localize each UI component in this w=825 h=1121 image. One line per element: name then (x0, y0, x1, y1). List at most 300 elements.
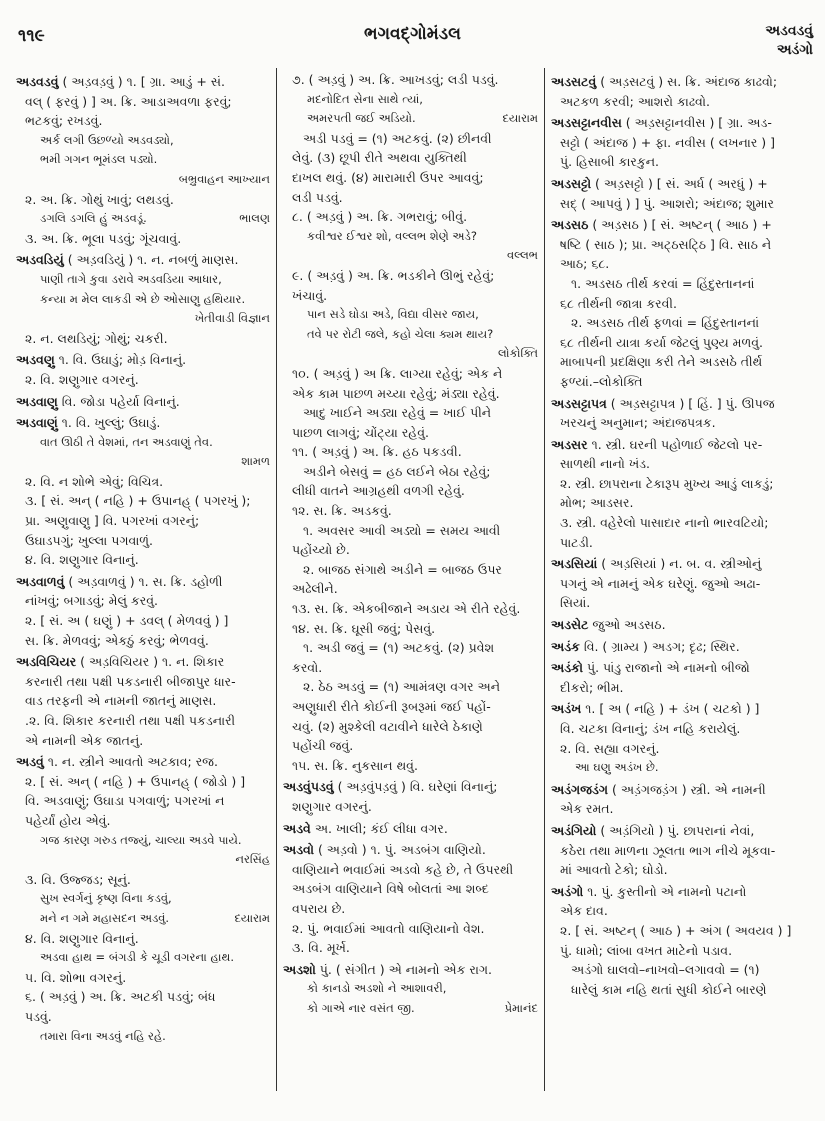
entry-continuation (283, 286, 538, 306)
entry-continuation (16, 731, 270, 751)
line-text: પાન સડે ઘોડા અડે, વિદ્યા વીસર જાય, (307, 307, 479, 322)
entry-continuation (551, 133, 815, 153)
guide-words (765, 22, 813, 60)
entry-headline (16, 572, 270, 592)
entry-continuation (551, 860, 815, 880)
idiom-line (551, 980, 815, 1000)
headword: અડવડવું (16, 74, 59, 89)
quotation-line (16, 889, 270, 909)
entry-headline (283, 960, 538, 980)
quotation-source: દયારામ (234, 910, 270, 925)
entry-continuation (551, 294, 815, 314)
headword: અડંખ (551, 701, 582, 717)
entry-continuation (283, 207, 538, 227)
headword: અડવુંપડવું (283, 779, 334, 795)
entry-headline (16, 392, 270, 412)
line-text: ૨. અડસઠ તીર્થ ફળવાં = હિંદુસ્તાનનાં (571, 315, 760, 331)
entry-headline (16, 413, 270, 433)
quotation-line (283, 305, 538, 325)
entry-continuation (283, 70, 538, 90)
entry-continuation (551, 352, 815, 372)
line-text: કરવો. (292, 659, 323, 675)
line-text: બભ્રુવાહન આખ્યાન (178, 171, 270, 186)
entry-continuation (283, 364, 538, 384)
entry-continuation (551, 152, 815, 172)
quotation-source (16, 850, 270, 870)
entry-continuation (551, 678, 815, 698)
entry-headline (551, 394, 815, 414)
entry-headline (551, 554, 815, 574)
line-text: ડગલિ ડગલિ હું અડવડૂં. (40, 211, 147, 226)
line-text: ૩. વિ. મૂર્ખ. (292, 940, 350, 956)
line-text: પહોંચ્યો છે. (292, 542, 350, 558)
headword: અડવાણુ (16, 393, 58, 409)
headword: અડવડિયું (16, 252, 64, 268)
headword: અડસિયાં (551, 556, 598, 572)
line-text: ૨. [ સં. અ ( ઘણું ) + ડવલ્ ( મેળવવું ) ] (25, 613, 229, 629)
line-text: એ નામની એક જાતનું. (25, 732, 144, 748)
entry-continuation (551, 533, 815, 553)
entry-continuation (283, 384, 538, 404)
headword: અડંકો (551, 660, 584, 676)
column-3 (551, 70, 815, 999)
line-text: ૫. વિ. શોભા વગરનું. (25, 969, 127, 985)
line-text: લોકોક્તિ (497, 346, 538, 361)
quotation-source (16, 170, 270, 190)
entry-continuation (283, 797, 538, 817)
entry-continuation (16, 531, 270, 551)
line-text: ચવું. (૨) મુશ્કેલી વટાવીને ધારેલે ઠેકાણે (292, 718, 483, 734)
entry-continuation (551, 901, 815, 921)
entry-continuation (551, 574, 815, 594)
entry-continuation (551, 454, 815, 474)
sense-line (16, 370, 270, 390)
entry-headline (16, 72, 270, 92)
line-text: ૧૧. ( અડ઼વું ) અ. ક્રિ. હઠ પકડવી. (292, 444, 462, 460)
line-text: લડી પડવું. (292, 189, 343, 205)
line-text: કરનારી તથા પક્ષી પકડનારી બીજાપુર ધાર- (25, 673, 236, 689)
entry-continuation (16, 791, 270, 811)
line-text: ( અડ઼વડ઼વું ) ૧. [ ગ્રા. આડું + સં. (58, 74, 225, 89)
entry-continuation (551, 413, 815, 433)
line-text: ૭. ( અડ઼વું ) અ. ક્રિ. આખડવું; લડી પડવું. (292, 72, 499, 87)
line-text: ૨. અ. ક્રિ. ગોથું ખાવું; લથડવું. (25, 191, 174, 207)
headword: અડસઠ (551, 217, 589, 233)
line-text: ખેતીવાડી વિજ્ઞાન (194, 311, 270, 326)
line-text: ૩. વિ. ઉજ્જડ; સૂનું. (25, 871, 131, 887)
entry-continuation (283, 599, 538, 619)
quotation-line (283, 227, 538, 247)
line-text: કન્યા મ મેલ લાકડી એ છે ઓસાણુ હથિયાર. (40, 291, 246, 306)
line-text: સાળથી નાનો ખંડ. (560, 456, 650, 472)
entry-continuation (551, 941, 815, 961)
line-text: કઠેરા તથા માળના ઝૂલતા ભાગ નીચે મૂકવા- (560, 842, 776, 858)
headword: અડવો (283, 842, 314, 858)
line-text: ૨. વિ. શણુગાર વગરનું. (25, 371, 139, 387)
line-text: ૧૩. સ. ક્રિ. એકબીજાને અડાય એ રીતે રહેવું. (292, 601, 521, 617)
entry-headline (16, 652, 270, 672)
quotation-source (16, 309, 270, 329)
entry-continuation (16, 691, 270, 711)
entry-headline (551, 780, 815, 800)
entry-headline (16, 350, 270, 370)
headword: અડસેટ (551, 617, 589, 633)
sense-line (16, 472, 270, 492)
line-text: ( અડ઼વડિયું ) ૧. ન. નબળું માણસ. (63, 252, 239, 268)
sense-line (551, 921, 815, 941)
headword: અડંક (551, 638, 580, 654)
line-text: પું. હિસાબી કારકુન. (560, 154, 660, 170)
line-text: ૧. પું. કુસ્તીનો એ નામનો પટાનો (583, 883, 747, 899)
guide-word-last: અડંગો (776, 42, 813, 58)
headword: અડસર (551, 436, 588, 452)
quotation-source: ભાલણ (239, 211, 270, 226)
line-text: અ. ખાલી; કંઈ લીધા વગર. (310, 820, 448, 836)
entry-continuation (283, 501, 538, 521)
line-text: પાછળ લાગવું; ચોંટ્યા રહેવું. (292, 424, 429, 440)
line-text: ૪. વિ. શણુગાર વિનાનું. (25, 930, 139, 946)
sense-line (551, 739, 815, 759)
line-text: દીકરો; ભીમ. (560, 679, 624, 695)
idiom-line (551, 313, 815, 333)
line-text: ૨. [ સં. અન્ ( નહિ ) + ઉપાનહ્ ( જોડો ) ] (25, 773, 246, 789)
entry-headline (283, 819, 538, 839)
idiom-line (551, 274, 815, 294)
line-text: સિયાં. (560, 595, 591, 611)
idiom-line (283, 403, 538, 423)
entry-headline (551, 821, 815, 841)
line-text: .૨. વિ. શિકાર કરનારી તથા પક્ષી પકડનારી (25, 713, 236, 728)
entry-continuation (551, 719, 815, 739)
entry-continuation (283, 266, 538, 286)
entry-continuation (283, 899, 538, 919)
entry-continuation (551, 593, 815, 613)
line-text: આ ઘણુ અડંખ છે. (575, 760, 659, 775)
line-text: આદુ ખાઈને અડ્યા રહેવું = ખાઈ પીને (303, 405, 492, 421)
line-text: ૨. [ સં. અષ્ટન્ ( આઠ ) + અંગ ( અવયવ ) ] (560, 922, 792, 938)
entry-headline (551, 658, 815, 678)
headword: અડશો (283, 961, 316, 977)
sense-line (551, 474, 815, 494)
line-text: વપરાય છે. (292, 900, 346, 916)
line-text: ૧૨. સ. ક્રિ. અડકવું. (292, 503, 392, 519)
entry-continuation (283, 860, 538, 880)
guide-word-first: અડવડવું (765, 23, 813, 39)
line-text: એક રમત. (560, 801, 614, 817)
sense-line (551, 513, 815, 533)
line-text: ( અડ઼વો ) ૧. પું. અડબંગ વાણિયો. (313, 842, 486, 858)
line-text: ૧. અવસર આવી અડ્યો = સમય આવી (303, 522, 501, 538)
quotation-source (283, 344, 538, 364)
idiom-line (283, 677, 538, 697)
quotation-line (283, 90, 538, 110)
entry-headline (283, 777, 538, 797)
entry-continuation (551, 333, 815, 353)
line-text: ૨. પું. ભવાઈમાં આવતો વાણિયાનો વેશ. (292, 920, 485, 936)
idiom-line (283, 560, 538, 580)
line-text: ( અડ઼સટ્ટાપત્ર ) [ હિં. ] પું. ઊપજ (606, 395, 775, 411)
line-text: ૨. બાજઠ સંગાથે અડીને = બાજઠ ઉપર (303, 561, 502, 577)
line-text: ૧. વિ. ખુલ્લું; ઉઘાડું. (57, 415, 161, 431)
line-text: ૧. [ અ ( નહિ ) + ડંખ ( ચટકો ) ] (581, 701, 760, 717)
sense-line (16, 550, 270, 570)
line-text: ૨. વિ. સહ્યા વગરનું. (560, 740, 660, 756)
entry-headline (16, 752, 270, 772)
entry-continuation (16, 811, 270, 831)
line-text: અડંગો ઘાલવો–નાખવો–લગાવવો = (૧) (571, 962, 760, 978)
line-text: નાંખવું; બગાડવું; મેલું કરવું. (25, 593, 158, 609)
line-text: ૬૮ તીર્થની યાત્રા કર્યા જેટલું પુણ્ય મળવું. (560, 334, 764, 350)
line-text: સ. ક્રિ. મેળવવું; એકઠું કરવું; ભેળવવું. (25, 632, 209, 648)
line-text: નરસિંહ (235, 852, 270, 867)
line-text: લીધી વાતને આગ્રહથી વળગી રહેવું. (292, 483, 465, 499)
line-text: અઢેલીને. (292, 581, 338, 597)
entry-continuation (283, 619, 538, 639)
line-text: એક દાવ. (560, 903, 608, 919)
quotation-source (16, 452, 270, 472)
entry-continuation (283, 736, 538, 756)
entry-continuation (551, 799, 815, 819)
line-text: ( અડ઼ંગિયો ) પું. છાપરાનાં નેવાં, (596, 822, 755, 838)
line-text: ૧૪. સ. ક્રિ. ઘૂસી જવું; પેસવું. (292, 620, 436, 636)
line-text: વલ્લભ (506, 248, 538, 263)
line-text: પહેર્યાં હોય એવું. (25, 812, 111, 828)
headword: અડસટ્ટો (551, 175, 592, 191)
line-text: વિ. ચટકા વિનાનું; ડંખ નહિ કરાયેલું. (560, 721, 741, 736)
line-text: લેવું. (૩) છૂપી રીતે અથવા યુક્તિથી (292, 150, 467, 166)
line-text: અડી પડવું = (૧) અટકવું. (૨) છીનવી (303, 130, 492, 146)
entry-continuation (16, 111, 270, 131)
line-text: પાટડી. (560, 534, 593, 550)
line-text: વિ. અડવાણું; ઉઘાડા પગવાળું; પગરખાં ન (25, 793, 225, 809)
line-text: ૧. વિ. ઉઘાડું; મોડ઼ વિનાનું. (54, 352, 187, 368)
quotation-line (16, 433, 270, 453)
line-text: પગનું એ નામનું એક ઘરેણું. જુઓ અઢા- (560, 575, 761, 591)
quotation-line (283, 325, 538, 345)
sense-line (16, 929, 270, 949)
quotation-line (551, 758, 815, 778)
quotation-line (16, 150, 270, 170)
line-text: કવીશ્વર ઈશ્વર શો, વલ્લભ શેણે અડે? (307, 228, 477, 243)
line-text: ૩. [ સં. અન્ ( નહિ ) + ઉપાનહ્ ( પગરખું ); (25, 493, 251, 509)
quotation-line (16, 290, 270, 310)
headword: અડસટ્ટાનવીસ (551, 115, 622, 131)
line-text: અડીને બેસવું = હઠ લઈને બેઠા રહેવું; (303, 463, 491, 479)
column-1 (16, 70, 270, 1046)
line-text: કો કાનડો અડશો ને આશાવરી, (307, 981, 447, 996)
sense-line (16, 229, 270, 249)
line-text: અડબંગ વાણિયાને વિષે બોલતાં આ શબ્દ (292, 881, 489, 897)
entry-continuation (551, 92, 815, 112)
sense-line (16, 987, 270, 1007)
line-text: પહોંચી જવું. (292, 738, 354, 754)
headword: અડવિચિયર (16, 654, 77, 670)
line-text: શામળ (241, 454, 270, 469)
line-text: ખરચનું અનુમાન; અંદાજપત્રક. (560, 415, 716, 431)
quotation-line (16, 1027, 270, 1047)
line-text: પું. ધામો; લાંબા વખત માટેનો પડાવ. (560, 942, 733, 958)
entry-continuation (551, 235, 815, 255)
column-2 (283, 70, 538, 1019)
line-text: ઉઘાડપગું; ખુલ્લા પગવાળું. (25, 532, 154, 548)
entry-continuation (16, 591, 270, 611)
line-text: જુઓ અડસઠ. (588, 617, 666, 633)
line-text: કો ગાએ નાર વસંત જી. (307, 1000, 415, 1015)
line-text: ( અડ઼સિયાં ) ન. બ. વ. સ્ત્રીઓનું (597, 556, 762, 572)
entry-headline (551, 113, 815, 133)
line-text: અટકળ કરવી; આશરો કાઢવો. (560, 93, 710, 109)
entry-headline (551, 637, 815, 657)
entry-headline (551, 615, 815, 635)
sense-line (16, 870, 270, 890)
line-text: ભટકવું; રખડવું. (25, 113, 103, 129)
line-text: પું. પાંડુ રાજાનો એ નામનો બીજો (583, 660, 750, 676)
line-text: સુખ સ્વર્ગનું કૃષ્ણ વિના કડવું, (40, 891, 172, 906)
line-text: સટ્ટો ( અંદાજ ) + ફા. નવીસ ( લખનાર ) ] (560, 134, 776, 150)
line-text: એક કામ પાછળ મચ્યા રહેવું; મંડ્યા રહેવું. (292, 385, 500, 401)
line-text: ૧. ન. સ્ત્રીને આવતો અટકાવ; રજ. (43, 754, 218, 770)
entry-headline (16, 250, 270, 270)
sense-line (16, 772, 270, 792)
sense-line (283, 938, 538, 958)
entry-continuation (283, 879, 538, 899)
line-text: ( અડ઼ંગજડ઼ંગ ) સ્ત્રી. એ નામની (608, 781, 766, 797)
line-text: ૧૦. ( અડ઼વું ) અ ક્રિ. લાગ્યા રહેવું; એક ને (292, 365, 503, 381)
line-text: ૨. સ્ત્રી. છાપરાના ટેકારૂપ મુખ્ય આડું લાકડું; (560, 475, 774, 491)
line-text: પ્રા. અણુવાણુ ] વિ. પગરખાં વગરનું; (25, 513, 200, 529)
quotation-source: દયારામ (502, 111, 538, 126)
line-text: ( અડ઼સટ્ટો ) [ સં. અર્ધ ( અરધું ) + (591, 175, 768, 191)
entry-continuation (283, 168, 538, 188)
entry-continuation (283, 188, 538, 208)
line-text: ૩. સ્ત્રી. વહેરેલો પાસાદાર નાનો ભારવટિયો; (560, 515, 769, 531)
page-title: ભગવદ્ગોમંડલ (364, 24, 461, 44)
line-text: ૨. વિ. ન શોભે એવું; વિચિત્ર. (25, 473, 164, 489)
line-text: ષષ્ટિ ( સાઠ ); પ્રા. અટ્ઠસટ્ઠિ ] વિ. સાઠ ને (560, 236, 772, 252)
line-text: ( અડ઼સઠ ) [ સં. અષ્ટન્ ( આઠ ) + (588, 217, 772, 233)
line-text: પાણી તાગે કુવા ડરાવે અડવડિયા આધાર, (40, 271, 222, 286)
entry-continuation (16, 92, 270, 112)
entry-continuation (551, 841, 815, 861)
line-text: ૧. અડી જવું = (૧) અટકવું. (૨) પ્રવેશ (303, 640, 495, 656)
entry-continuation (551, 254, 815, 274)
sense-line (16, 611, 270, 631)
entry-headline (551, 435, 815, 455)
line-text: વાત ઊઠી તે વેશમાં, તન અડવાણું તેવ. (40, 434, 213, 449)
entry-continuation (283, 658, 538, 678)
entry-headline (551, 72, 815, 92)
entry-headline (551, 215, 815, 235)
line-text: ૬. ( અડ઼વું ) અ. ક્રિ. અટકી પડવું; બંધ (25, 989, 216, 1005)
idiom-line (283, 129, 538, 149)
line-text: વિ. જોડા પહેર્યા વિનાનું. (57, 393, 180, 409)
quotation-line (16, 209, 270, 229)
line-text: ૩. અ. ક્રિ. ભૂલા પડવું; ગૂંચવાવું. (25, 230, 182, 246)
quotation-source: પ્રેમાનંદ (504, 1000, 538, 1015)
line-text: ૧. અડસઠ તીર્થ કરવાં = હિંદુસ્તાનનાં (571, 275, 755, 291)
entry-continuation (283, 148, 538, 168)
headword: અડંગો (551, 883, 584, 899)
quotation-line (283, 999, 538, 1019)
line-text: શણુગાર વગરનું. (292, 798, 372, 814)
line-text: વાડ તરફની એ નામની જાતનું માણસ. (25, 693, 217, 709)
sense-line (16, 711, 270, 731)
entry-headline (283, 840, 538, 860)
entry-continuation (16, 1007, 270, 1027)
column-divider (276, 68, 277, 1091)
line-text: મને ન ગમે મહાસદન અડવું. (40, 910, 170, 925)
line-text: પડવું. (25, 1008, 52, 1024)
sense-line (16, 329, 270, 349)
entry-headline (551, 882, 815, 902)
line-text: આઠ; ૬૮. (560, 256, 610, 272)
quotation-source (283, 246, 538, 266)
entry-continuation (283, 442, 538, 462)
headword: અડવું (16, 754, 44, 770)
line-text: અમરપતી જઈ અડિયો. (307, 111, 416, 126)
line-text: ગજ કારણ ગરુડ તજ્યું, ચાલ્યા અડવે પાયે. (40, 832, 242, 847)
line-text: સદ્ ( આપવું ) ] પું. આશરો; અંદાજ; શુમાર (560, 195, 775, 211)
entry-headline (551, 699, 815, 719)
column-divider (544, 68, 545, 1091)
line-text: તવે પર રોટી જલે, કહો ચેલા ક્યમ થાય? (307, 326, 494, 341)
entry-continuation (283, 717, 538, 737)
quotation-line (16, 270, 270, 290)
line-text: ( અડ઼વિચિયર ) ૧. ન. શિકાર (76, 654, 225, 670)
entry-continuation (16, 672, 270, 692)
headword: અડસટવું (551, 74, 597, 89)
entry-headline (551, 174, 815, 194)
entry-continuation (551, 372, 815, 392)
idiom-line (551, 960, 815, 980)
entry-continuation (16, 511, 270, 531)
line-text: મોભ; આડસર. (560, 495, 634, 511)
sense-line (16, 190, 270, 210)
line-text: ૧૫. સ. ક્રિ. નુકસાન થવું. (292, 757, 418, 773)
sense-line (283, 919, 538, 939)
headword: અડંગિયો (551, 822, 597, 838)
headword: અડંગજડંગ (551, 781, 608, 797)
entry-continuation (283, 540, 538, 560)
entry-continuation (551, 493, 815, 513)
line-text: ખંચાવું. (292, 287, 328, 303)
line-text: વિ. ( ગ્રામ્ય ) અડગ; દૃઢ; સ્થિર. (579, 638, 740, 654)
entry-continuation (283, 481, 538, 501)
sense-line (16, 968, 270, 988)
quotation-line (283, 979, 538, 999)
entry-continuation (551, 194, 815, 214)
page-number: ૧૧૯ (18, 26, 45, 46)
line-text: ( અડ઼વાળવું ) ૧. સ. ક્રિ. ડહોળી (64, 573, 223, 589)
line-text: અડવા હાથ = બંગડી કે ચૂડી વગરના હાથ. (40, 950, 234, 965)
line-text: અર્ક લગી ઉછળ્યો અડવડ્યો, (40, 132, 174, 147)
line-text: તમારા વિના અડવું નહિ રહે. (40, 1028, 166, 1043)
headword: અડવે (283, 820, 311, 836)
entry-continuation (283, 423, 538, 443)
line-text: ૬૮ તીર્થની જાત્રા કરવી. (560, 295, 677, 311)
headword: અડવાળવું (16, 573, 65, 589)
line-text: ( અડ઼સટવું ) સ. ક્રિ. અંદાજ કાઢવો; (596, 74, 778, 89)
line-text: માં આવતો ટેકો; ઘોડો. (560, 862, 668, 878)
quotation-line (16, 909, 270, 929)
line-text: ૨. ઠેઠ અડવું = (૧) આમંત્રણ વગર અને (303, 679, 501, 695)
entry-continuation (283, 756, 538, 776)
line-text: ૪. વિ. શણુગાર વિનાનું. (25, 552, 139, 568)
headword: અડસટ્ટાપત્ર (551, 395, 607, 411)
idiom-line (283, 462, 538, 482)
quotation-line (16, 831, 270, 851)
line-text: વાણિયાને ભવાઈમાં અડવો કહે છે, તે ઉપરથી (292, 861, 514, 877)
